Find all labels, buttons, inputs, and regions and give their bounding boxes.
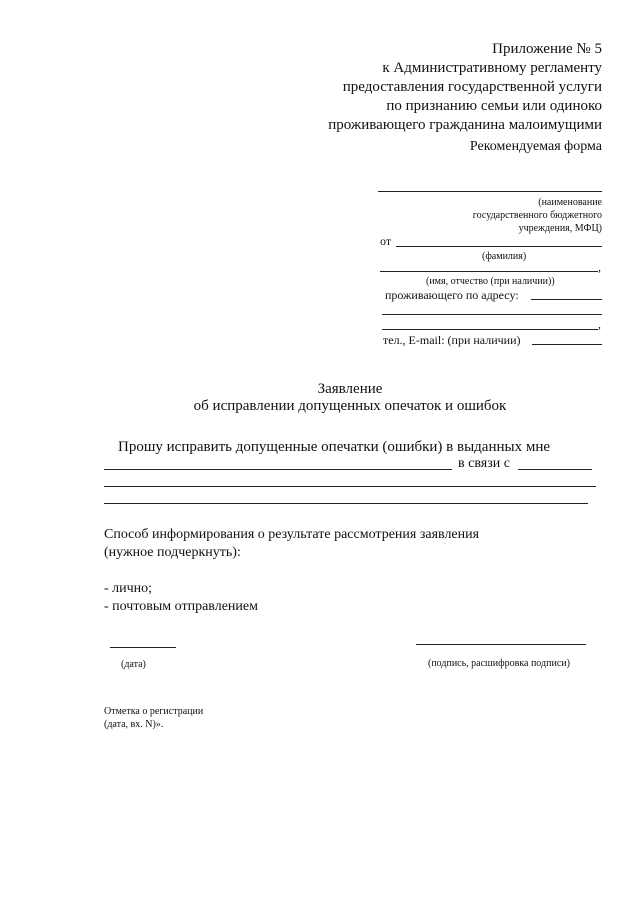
request-line-2	[104, 486, 596, 487]
org-name-hint	[382, 196, 602, 235]
org-hint-3: учреждения, МФЦ)	[518, 223, 602, 234]
appendix-line-5: проживающего гражданина малоимущими	[328, 117, 602, 133]
org-hint-2: государственного бюджетного	[472, 210, 602, 221]
request-text: Прошу исправить допущенные опечатки (ошибки) в выданных мне	[118, 439, 551, 455]
date-line	[110, 647, 176, 648]
title-line-2: об исправлении допущенных опечаток и ошибок	[193, 398, 507, 414]
surname-line	[396, 246, 602, 247]
contacts-line	[532, 344, 602, 345]
info-block	[104, 526, 479, 562]
address-line-2	[382, 314, 602, 315]
date-hint: (дата)	[121, 659, 146, 670]
address-line-comma: ,	[598, 317, 601, 331]
appendix-block	[242, 40, 602, 135]
info-line-2: (нужное подчеркнуть):	[104, 545, 241, 560]
signature-hint: (подпись, расшифровка подписи)	[428, 658, 570, 669]
name-line-comma: ,	[598, 260, 601, 274]
appendix-number: Приложение № 5	[492, 41, 602, 57]
appendix-line-3: предоставления государственной услуги	[342, 79, 602, 95]
org-hint-1: (наименование	[538, 197, 602, 208]
option-by-mail: - почтовым отправлением	[104, 599, 258, 614]
surname-hint: (фамилия)	[482, 251, 527, 262]
reason-label: в связи с	[458, 456, 510, 471]
info-options	[104, 580, 258, 616]
title-line-1: Заявление	[317, 381, 383, 397]
registration-block	[104, 705, 203, 731]
registration-line-2: (дата, вх. N)».	[104, 719, 164, 730]
request-line-3	[104, 503, 588, 504]
appendix-line-4: по признанию семьи или одиноко	[386, 98, 602, 114]
info-line-1: Способ информирования о результате рассмотрения заявления	[104, 527, 480, 542]
from-label: от	[380, 234, 392, 248]
form-type-label: Рекомендуемая форма	[469, 139, 602, 154]
option-in-person: - лично;	[104, 581, 153, 596]
address-line-1	[531, 299, 602, 300]
registration-line-1: Отметка о регистрации	[104, 706, 204, 717]
request-line-1	[104, 469, 452, 470]
document-title	[0, 381, 640, 415]
appendix-line-2: к Административному регламенту	[382, 60, 602, 76]
org-name-line	[378, 191, 602, 192]
signature-line	[416, 644, 586, 645]
reason-line	[518, 469, 592, 470]
contacts-label: тел., E-mail: (при наличии)	[383, 333, 521, 347]
address-line-3	[382, 329, 598, 330]
name-hint: (имя, отчество (при наличии))	[426, 276, 555, 287]
address-label: проживающего по адресу:	[385, 288, 519, 302]
name-line	[380, 271, 598, 272]
